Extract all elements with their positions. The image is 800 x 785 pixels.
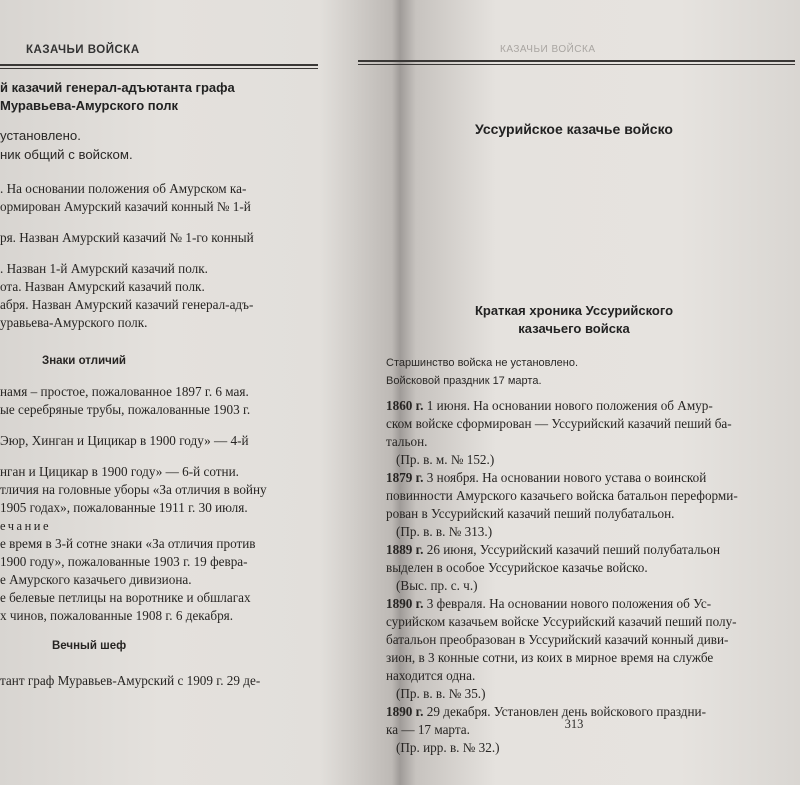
left-subheading-chief: Вечный шеф: [52, 640, 127, 652]
left-body-line: ря. Назван Амурский казачий № 1-го конный: [0, 230, 254, 245]
right-header-rule: [358, 60, 795, 65]
left-insignia-line: е Амурского казачьего дивизиона.: [0, 572, 192, 587]
entry-year: 1890 г.: [386, 596, 424, 611]
left-insignia-line: Эюр, Хинган и Цицикар в 1900 году» — 4-й: [0, 433, 249, 448]
chronicle-body: [386, 397, 786, 757]
left-insignia-line: нган и Цицикар в 1900 году» — 6-й сотни.: [0, 464, 239, 479]
entry-text: ка — 17 марта.: [386, 722, 470, 737]
entry-text: 1 июня. На основании нового положения об Амур-: [423, 398, 713, 413]
chronicle-title-line: Краткая хроника Уссурийского: [474, 303, 674, 318]
chronicle-entry: [386, 541, 786, 595]
left-header-rule: [0, 64, 318, 69]
left-note-label: ечание: [0, 519, 51, 533]
entry-text: выделен в особое Уссурийское казачье войско.: [386, 560, 648, 575]
entry-year: 1860 г.: [386, 398, 424, 413]
right-page: [348, 0, 800, 785]
seniority-line: Старшинство войска не установлено.: [386, 357, 579, 369]
left-body-line: . Назван 1-й Амурский казачий полк.: [0, 261, 208, 276]
entry-text: сурийском казачьем войске Уссурийский казачий пеший полу-: [386, 614, 737, 629]
holiday-line: Войсковой праздник 17 марта.: [386, 375, 542, 387]
chronicle-title-line: казачьего войска: [518, 321, 630, 336]
left-insignia-line: х чинов, пожалованные 1908 г. 6 декабря.: [0, 608, 234, 623]
entry-reference: (Пр. в. в. № 35.): [396, 686, 486, 701]
entry-text: зион, в 3 конные сотни, из коих в мирное время на службе: [386, 650, 714, 665]
left-insignia-line: 1905 годах», пожалованные 1911 г. 30 июля.: [0, 500, 248, 515]
entry-text: 26 июня, Уссурийский казачий пеший полубатальон: [423, 542, 721, 557]
left-running-head: КАЗАЧЬИ ВОЙСКА: [26, 44, 140, 56]
left-title-line: й казачий генерал-адъютанта графа: [0, 80, 235, 95]
host-title: Уссурийское казачье войско: [475, 121, 673, 137]
left-insignia-line: е время в 3-й сотне знаки «За отличия против: [0, 536, 256, 551]
entry-text: 3 ноября. На основании нового устава о воинской: [423, 470, 707, 485]
left-info-line: установлено.: [0, 128, 81, 143]
entry-text: 29 декабря. Установлен день войскового праздни-: [423, 704, 707, 719]
left-insignia-line: намя – простое, пожалованное 1897 г. 6 мая.: [0, 384, 249, 399]
left-insignia-line: тличия на головные уборы «За отличия в войну: [0, 482, 267, 497]
left-body-line: . На основании положения об Амурском ка-: [0, 181, 247, 196]
left-title-line: Муравьева-Амурского полк: [0, 98, 179, 113]
entry-year: 1890 г.: [386, 704, 424, 719]
entry-year: 1889 г.: [386, 542, 424, 557]
chronicle-entry: [386, 397, 786, 469]
left-insignia-line: 1900 году», пожалованные 1903 г. 19 февра-: [0, 554, 248, 569]
left-body-line: ота. Назван Амурский казачий полк.: [0, 279, 205, 294]
chronicle-entry: [386, 595, 786, 703]
host-info: [386, 354, 578, 390]
entry-year: 1879 г.: [386, 470, 424, 485]
entry-reference: (Пр. в. м. № 152.): [396, 452, 495, 467]
entry-reference: (Пр. ирр. в. № 32.): [396, 740, 500, 755]
left-insignia-line: ые серебряные трубы, пожалованные 1903 г.: [0, 402, 251, 417]
left-subheading-insignia: Знаки отличий: [42, 355, 126, 367]
left-page: [0, 0, 340, 785]
chronicle-title: [348, 302, 800, 338]
entry-text: 3 февраля. На основании нового положения об Ус-: [423, 596, 712, 611]
left-chief-line: тант граф Муравьев-Амурский с 1909 г. 29 де-: [0, 673, 261, 688]
left-body-line: ормирован Амурский казачий конный № 1-й: [0, 199, 251, 214]
page-number: 313: [564, 717, 584, 731]
right-running-head: КАЗАЧЬИ ВОЙСКА: [500, 44, 596, 55]
left-body-line: абря. Назван Амурский казачий генерал-адъ-: [0, 297, 254, 312]
entry-text: ском войске сформирован — Уссурийский казачий пеший ба-: [386, 416, 732, 431]
entry-text: батальон преобразован в Уссурийский казачий конный диви-: [386, 632, 729, 647]
left-insignia-line: е белевые петлицы на воротнике и обшлагах: [0, 590, 251, 605]
entry-text: повинности Амурского казачьего войска батальон переформи-: [386, 488, 738, 503]
left-info-line: ник общий с войском.: [0, 147, 133, 162]
entry-reference: (Пр. в. в. № 313.): [396, 524, 493, 539]
entry-text: находится одна.: [386, 668, 476, 683]
left-regiment-title: [0, 79, 320, 115]
entry-text: тальон.: [386, 434, 428, 449]
entry-reference: (Выс. пр. с. ч.): [396, 578, 478, 593]
chronicle-entry: [386, 469, 786, 541]
left-body-line: уравьева-Амурского полк.: [0, 315, 148, 330]
entry-text: рован в Уссурийский казачий пеший полубатальон.: [386, 506, 675, 521]
